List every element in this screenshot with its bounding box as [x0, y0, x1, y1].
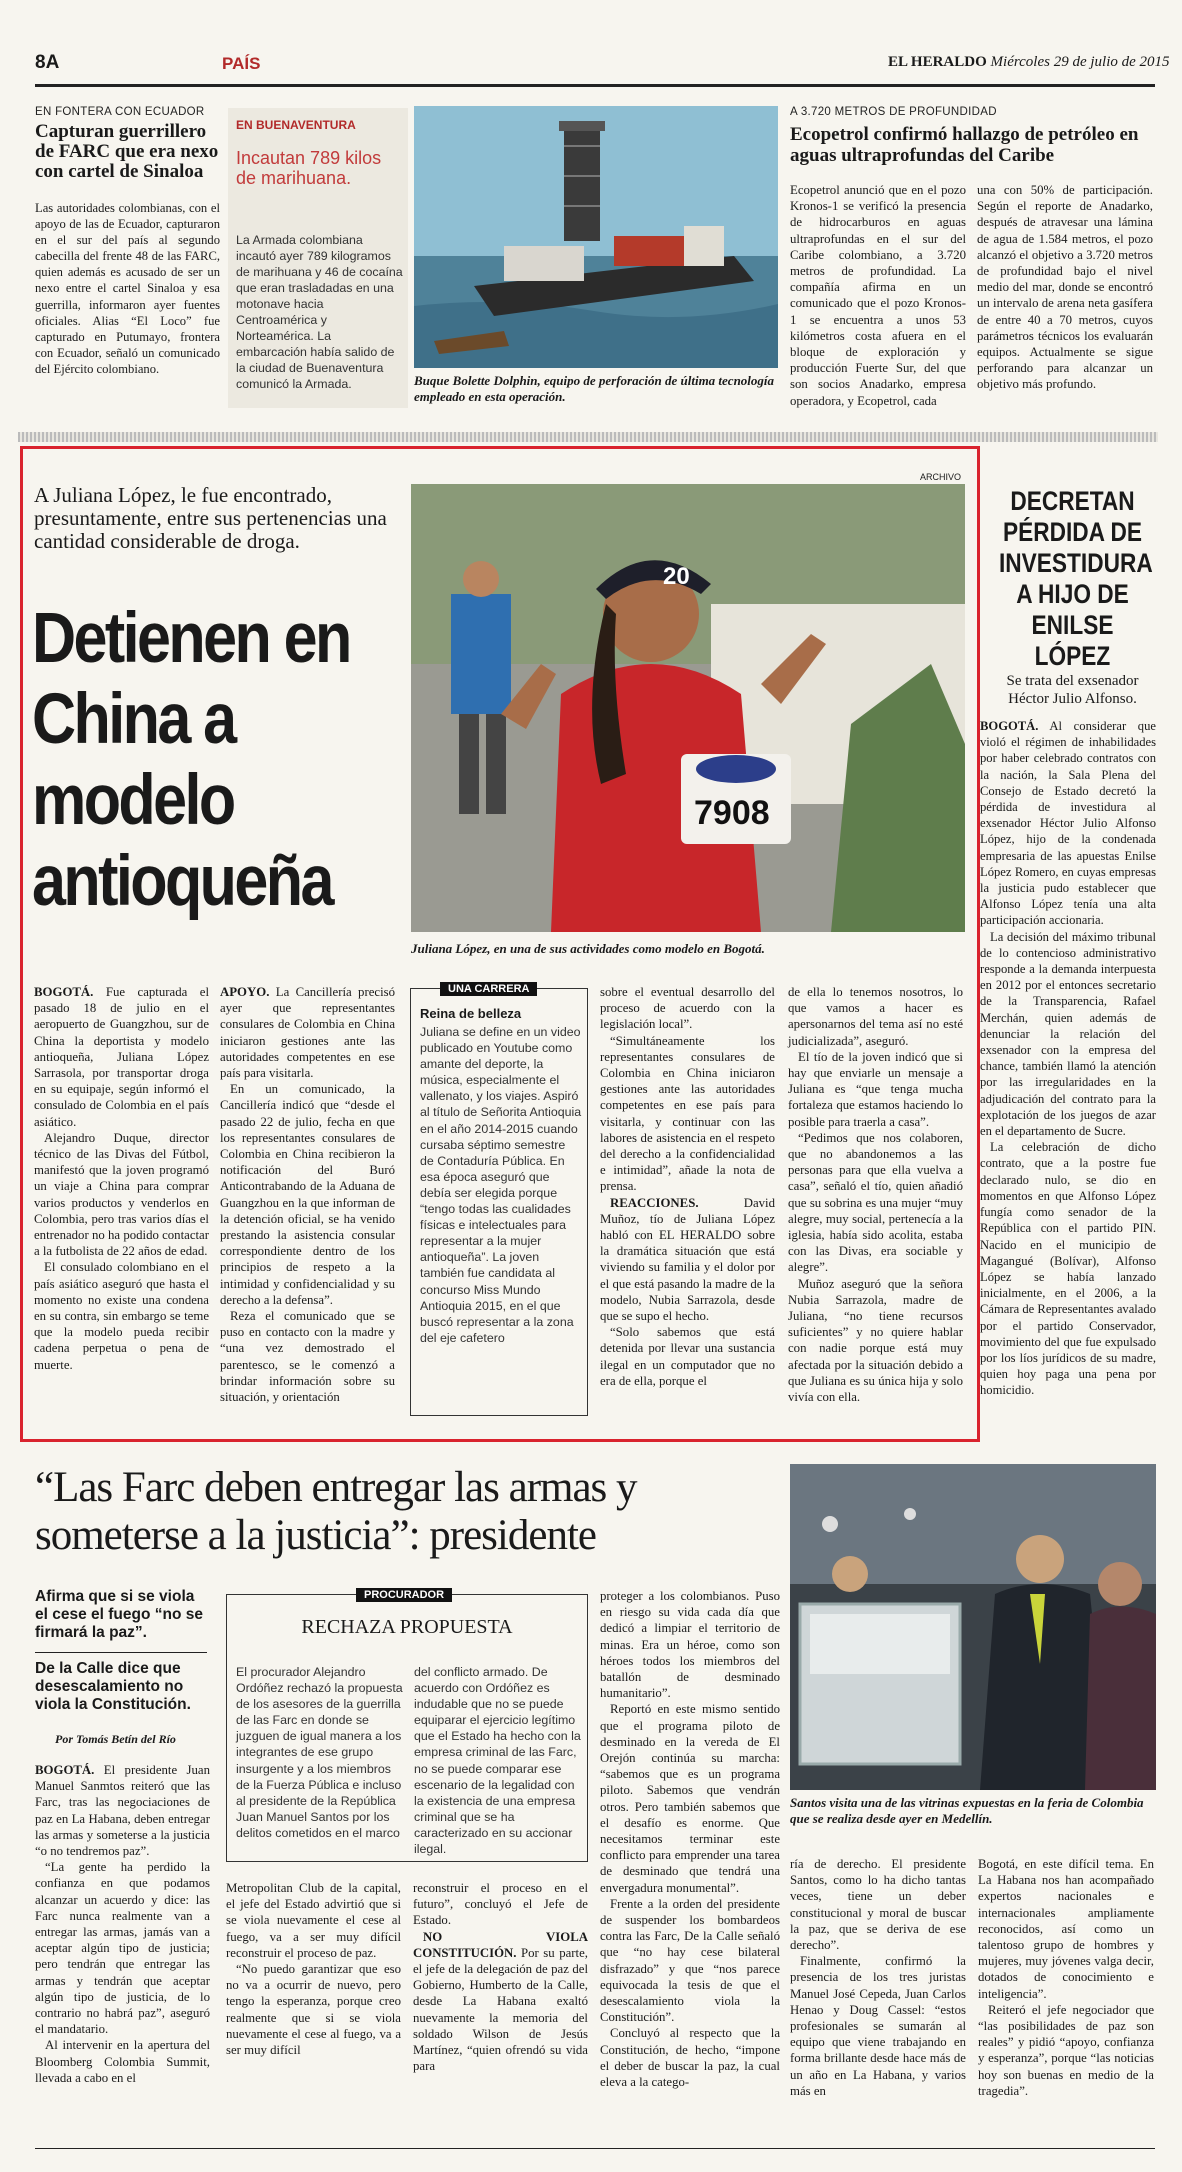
issue-date: Miércoles 29 de julio de 2015 — [990, 54, 1170, 70]
farc-col4-para2: Reportó en este mismo sentido que el programa piloto de desminado en la vereda de El Orejón continúa su marcha: “sabemos que es un programa piloto. Sabemos que vendrán otros. Pero también sabemos que el desafío es enorme. Que necesitamos terminar este conflicto para emprender una tarea de desminado que tendrá una envergadura monumental”. — [600, 1702, 780, 1895]
photo-credit: ARCHIVO — [920, 472, 962, 482]
farc-col2 — [226, 1880, 401, 2058]
ecopetrol-kicker: A 3.720 METROS DE PROFUNDIDAD — [790, 106, 997, 118]
col5-para2: El tío de la joven indicó que si hay que enviarle un mensaje a Juliana es “que tenga mucha fortaleza que estamos haciendo lo posible para traerla a casa”. — [788, 1049, 963, 1129]
procurador-col2: del conflicto armado. De acuerdo con Ordóñez es indudable que no se puede equiparar el ejercicio legítimo que el Estado ha hecho con la empresa criminal de las Farc, no se puede comparar ese escenario de la legalidad con la existencia de una empresa criminal que se ha caracterizado en su accionar ilegal. — [414, 1665, 581, 1857]
farc-col1-para3: Al intervenir en la apertura del Bloomberg Colombia Summit, llevada a cabo en el — [35, 2038, 210, 2085]
farc-col5-para2: Finalmente, confirmó la presencia de los tres juristas Manuel José Cepeda, Juan Carlos Henao y Doug Cassel: “estos profesionales se sumarán al equipo que viene trabajando en forma brillante desde hace más de un año en La Habana, y varios más en — [790, 1954, 966, 2098]
farc-byline: Por Tomás Betín del Río — [55, 1732, 176, 1746]
bib-number: 7908 — [694, 794, 770, 832]
procurador-col1: El procurador Alejandro Ordóñez rechazó la propuesta de los asesores de la guerrilla de las Farc en donde se juzguen de igual manera a los integrantes de ese grupo insurgente y a los miembros de la Fuerza Pública e incluso al presidente de la República Juan Manuel Santos por los delitos cometidos en el marco — [236, 1665, 403, 1840]
farc-col5 — [790, 1856, 966, 2099]
side-para3: La celebración de dicho contrato, que a la postre fue declarado nulo, se dio en momentos en que Alfonso López fungía como senador de la República con el partido PIN. Nacido en el municipio de Magangué (Bolívar), Alfonso López se había lanzado inicialmente, en el 2006, a la Cámara de Representantes avalado por el partido Conservador, movimiento del que fue expulsado por los líos jurídicos de su madre, quien hoy paga una pena por homicidio. — [980, 1140, 1156, 1398]
farc-deck1: Afirma que si se viola el cese el fuego “no se firmará la paz”. — [35, 1588, 203, 1641]
side-deck: Se trata del exsenador Héctor Julio Alfonso. — [1006, 673, 1139, 707]
footer-rule — [35, 2148, 1155, 2149]
col2-lead: APOYO. — [220, 985, 270, 999]
section-divider — [18, 432, 1158, 442]
farc-col4-para4: Concluyó al respecto que la Constitución, de hecho, “impone el deber de buscar la paz, la cual eleva a la catego- — [600, 2026, 780, 2090]
col5-para3: “Pedimos que nos colaboren, que no abandonemos a las personas para que ella vuelva a casa”, señaló el tío, quien añadió que su sobrina es una mujer “muy alegre, muy social, pertenecía a la iglesia, había sido acolita, estaba con las Divas, era sociable y alegre”. — [788, 1130, 963, 1275]
model-photo — [411, 484, 965, 932]
main-col1 — [34, 984, 209, 1373]
santos-caption: Santos visita una de las vitrinas expuestas en la feria de Colombia que se realiza desde ayer en Medellín. — [790, 1795, 1144, 1826]
farc-col4-para3: Frente a la orden del presidente de suspender los bombardeos contra las Farc, De la Calle señaló que “no hay cese bilateral disfrazado” y que “nos parece equivocada la tesis de que el desescalamiento viola la Constitución”. — [600, 1896, 780, 2025]
farc-col1-lead: BOGOTÁ. — [35, 1763, 95, 1777]
col1-lead: BOGOTÁ. — [34, 985, 94, 999]
farc-col2-para2: “No puedo garantizar que eso no va a ocurrir de nuevo, pero tengo la esperanza, porque creo realmente que si se viola nuevamente el cese al fuego, va a ser muy difícil — [226, 1962, 401, 2058]
procurador-title: RECHAZA PROPUESTA — [301, 1616, 513, 1638]
farc-col5-para1: ría de derecho. El presidente Santos, como lo ha dicho tantas veces, tiene un deber constitucional y moral de buscar la paz, que se deriva de ese derecho”. — [790, 1857, 966, 1953]
col2-para3: Reza el comunicado que se puso en contacto con la madre y “una vez demostrado el parentesco, se le comenzó a brindar información sobre su situación, y orientación — [220, 1309, 395, 1405]
side-text: Al considerar que violó el régimen de inhabilidades por haber celebrado contratos con la nación, la Sala Plena del Consejo de Estado decretó la pérdida de investidura al exsenador Héctor Julio Alfonso López, hijo de la condenada empresaria de las apuestas Enilse López Romero, en cuyas empresas la justicia pudo establecer que Alfonso López tenía una alta participación accionaria. — [980, 719, 1156, 928]
col4-text: David Muñoz, tío de Juliana López habló con EL HERALDO sobre la dramática situación que está viviendo su familia y el dolor por el que está pasando la madre de la modelo, Nubia Sarrazola, desde que se supo el hecho. — [600, 1195, 775, 1324]
story-body: Las autoridades colombianas, con el apoyo de las de Ecuador, capturaron en el sur del país al segundo cabecilla del frente 48 de las FARC, quien además es acusado de ser un nexo entre el cartel Sinaloa y esa guerrilla, informaron ayer fuentes oficiales. Alias “El Loco” fue capturado en Putumayo, frontera con Ecuador, señaló un comunicado del Ejército colombiano. — [35, 201, 220, 376]
santos-photo — [790, 1464, 1156, 1790]
brief-body: La Armada colombiana incautó ayer 789 kilogramos de marihuana y 46 de cocaína que eran trasladadas en una motonave hacia Centroamérica y Norteamérica. La embarcación había salido de la ciudad de Buenaventura comunicó la Armada. — [236, 233, 403, 391]
side-para2: La decisión del máximo tribunal de lo contencioso administrativo responde a la demanda interpuesta en 2012 por el entonces secretario de la Transparencia, Rafael Merchán, quien además de denunciar la relación del exsenador con la empresa del chance, también llamó la atención por las irregularidades en la adjudicación del contrato para la explotación de los juegos de azar en el departamento de Sucre. — [980, 929, 1156, 1139]
brief-kicker: EN BUENAVENTURA — [236, 118, 356, 132]
cap-number: 20 — [663, 563, 690, 590]
story-kicker: EN FONTERA CON ECUADOR — [35, 106, 205, 118]
main-caption: Juliana López, en una de sus actividades como modelo en Bogotá. — [411, 941, 765, 956]
main-deck: A Juliana López, le fue encontrado, presuntamente, entre sus pertenencias una cantidad considerable de droga. — [34, 483, 387, 553]
main-col2 — [220, 984, 395, 1405]
main-col5 — [788, 984, 963, 1405]
farc-col6-para1: Bogotá, en este difícil tema. En La Habana nos han acompañado expertos nacionales e internacionales ampliamente reconocidos, así como un talentoso grupo de hombres y mujeres, muy jóvenes valga decir, dotados de conocimiento e inteligencia”. — [978, 1857, 1154, 2001]
col2-para2: En un comunicado, la Cancillería indicó que “desde el pasado 22 de julio, fecha en que los representantes consulares de Colombia en China recibieron la notificación del Buró Anticontrabando de la Aduana de Guangzhou en la que informan de la detención oficial, se ha venido prestando la asistencia consular correspondiente dentro de los principios de respeto a la intimidad y confidencialidad y su derecho a la defensa”. — [220, 1082, 395, 1307]
col4-lead: REACCIONES. — [610, 1195, 699, 1210]
col1-text: Fue capturada el pasado 18 de julio en el aeropuerto de Guangzhou, sur de China la deportista y modelo antioqueña, Juliana López Sarrasola, por transportar droga en su equipaje, según informó el consulado de Colombia en el país asiático. — [34, 985, 209, 1129]
col5-para1: de ella lo tenemos nosotros, lo que vamos a hacer es apersonarnos del tema así no esté judicializada”, aseguró. — [788, 985, 963, 1048]
col4-para4: “Solo sabemos que está detenida por llevar una sustancia ilegal en un computador que no era de ella, porque el — [600, 1325, 775, 1388]
col1-para3: El consulado colombiano en el país asiático aseguró que hasta el momento no existe una condena en su contra, sin embargo se teme que la modelo pueda recibir cadena perpetua o pena de muerte. — [34, 1260, 209, 1372]
side-lead: BOGOTÁ. — [980, 719, 1039, 733]
box-title: Reina de belleza — [420, 1006, 522, 1021]
farc-col3-text: Por su parte, el jefe de la delegación de paz del Gobierno, Humberto de la Calle, desde La Habana exaltó nuevamente la memoria del soldado Wilson de Jesús Martínez, “quien ofrendó su vida para — [413, 1945, 588, 2074]
box-body: Juliana se define en un video publicado en Youtube como amante del deporte, la música, especialmente el vallenato, y los viajes. Aspiró al título de Señorita Antioquia en el año 2014-2015 cuando cursaba séptimo semestre de Contaduría Pública. En esa época aseguró que debía ser elegida porque “tengo todas las cualidades físicas e intelectuales para representar a la mujer antioqueña”. La joven también fue candidata al concurso Miss Mundo Antioquia 2015, en el que buscó representar a la zona del eje cafetero — [420, 1025, 582, 1345]
main-headline: Detienen en China a modelo antioqueña — [32, 599, 350, 921]
farc-col6-para2: Reiteró el jefe negociador que “las posibilidades de paz son reales” y pidió “apoyo, confianza y esperanza”, porque “las noticias hoy son buenas en medio de la tragedia”. — [978, 2002, 1154, 2098]
farc-col3 — [413, 1880, 588, 2074]
paper-name — [888, 54, 1170, 71]
paper-title: EL HERALDO — [888, 54, 987, 70]
farc-col1 — [35, 1762, 210, 2086]
farc-col3-para1: reconstruir el proceso en el futuro”, concluyó el Jefe de Estado. — [413, 1881, 588, 1928]
farc-col1-text: El presidente Juan Manuel Sanmtos reiteró que las Farc, tras las negociaciones de paz en La Habana, deben entregar las armas y someterse a la justicia “o no tendremos paz”. — [35, 1763, 210, 1859]
side-headline: DECRETAN PÉRDIDA DE INVESTIDURA A HIJO DE ENILSE LÓPEZ — [999, 486, 1153, 671]
farc-col6 — [978, 1856, 1154, 2099]
brief-headline: Incautan 789 kilos de marihuana. — [236, 148, 382, 188]
main-col4 — [600, 984, 775, 1389]
deck-rule — [35, 1652, 207, 1653]
ecopetrol-headline: Ecopetrol confirmó hallazgo de petróleo en aguas ultraprofundas del Caribe — [790, 124, 1139, 166]
col4-para2: “Simultáneamente los representantes consulares de Colombia en China iniciaron gestiones ante las autoridades competentes en ese país para visitarla, y continuar con las labores de asistencia en el respeto del derecho a la confidencialidad e intimidad”, añade la nota de prensa. — [600, 1033, 775, 1194]
col5-para4: Muñoz aseguró que la señora Nubia Sarrazola, madre de Juliana, “no tiene recursos suficientes” y no quiere hablar con nadie porque está muy afectada por la situación debido a que Juliana es su única hija y solo vivía con ella. — [788, 1276, 963, 1405]
ecopetrol-col2: una con 50% de participación. Según el reporte de Anadarko, después de atravesar una lámina de agua de 1.584 metros, el pozo alcanzó el objetivo a 3.720 metros de profundidad bajo el nivel medio del mar, donde se encontró un intervalo de arena neta gasífera de entre 40 a 70 metros, cuyos parámetros técnicos los evaluarán equipos. Actualmente se sigue perforando para alcanzar un objetivo más profundo. — [977, 183, 1153, 392]
ship-photo — [414, 106, 778, 368]
farc-col4 — [600, 1588, 780, 2090]
farc-deck2: De la Calle dice que desescalamiento no viola la Constitución. — [35, 1660, 191, 1713]
ecopetrol-col1: Ecopetrol anunció que en el pozo Kronos-1 se verificó la presencia de hidrocarburos en aguas ultraprofundas en el sur del Caribe colombiano, a 3.720 metros de profundidad. La compañía afirma en un comunicado que el pozo Kronos-1 se encuentra a unos 53 kilómetros costa afuera en el bloque de exploración y producción Fuerte Sur, del que son socios Anadarko, empresa operadora, y Ecopetrol, cada — [790, 183, 966, 408]
box-label: UNA CARRERA — [440, 982, 537, 996]
farc-col2-para1: Metropolitan Club de la capital, el jefe del Estado advirtió que si se viola nuevamente el cese al fuego, va a ser muy difícil reconstruir el proceso de paz. — [226, 1881, 401, 1960]
ship-caption: Buque Bolette Dolphin, equipo de perforación de última tecnología empleado en esta operación. — [414, 373, 775, 404]
story-headline: Capturan guerrillero de FARC que era nexo con cartel de Sinaloa — [35, 121, 219, 182]
page-number: 8A — [35, 52, 60, 73]
col1-para2: Alejandro Duque, director técnico de las Divas del Fútbol, manifestó que la joven programó un viaje a China para comprar varios productos y venderlos en Colombia, pero tras varios días el entrenador no ha podido contactar a la futbolista de 22 años de edad. — [34, 1130, 209, 1259]
farc-headline: “Las Farc deben entregar las armas y someterse a la justicia”: presidente — [35, 1464, 637, 1559]
farc-col4-para1: proteger a los colombianos. Puso en riesgo su vida cada día que dedicó a limpiar el territorio de minas. Era un héroe, como son héroes todos los miembros del batallón de desminado humanitario”. — [600, 1589, 780, 1701]
col4-para1: sobre el eventual desarrollo del proceso de acuerdo con la legislación local”. — [600, 985, 775, 1032]
section-label: PAÍS — [222, 54, 261, 73]
farc-col3-lead: NO VIOLA CONSTITUCIÓN. — [413, 1929, 588, 1960]
masthead-rule — [35, 84, 1155, 87]
procurador-label: PROCURADOR — [356, 1588, 452, 1602]
farc-col1-para2: “La gente ha perdido la confianza en que podamos alcanzar un acuerdo y dice: las Farc nunca realmente van a entregar las armas, jamás van a aceptar algún tipo de justicia; pero tendrán que entregar las armas y tendrán que aceptar algún tipo de justicia, de lo contrario no habrá paz”, aseguró el mandatario. — [35, 1860, 210, 2037]
col2-text: La Cancillería precisó ayer que representantes consulares de Colombia en China iniciaron gestiones ante las autoridades competentes en ese país para visitarla. — [220, 985, 395, 1081]
side-body — [980, 718, 1156, 1399]
